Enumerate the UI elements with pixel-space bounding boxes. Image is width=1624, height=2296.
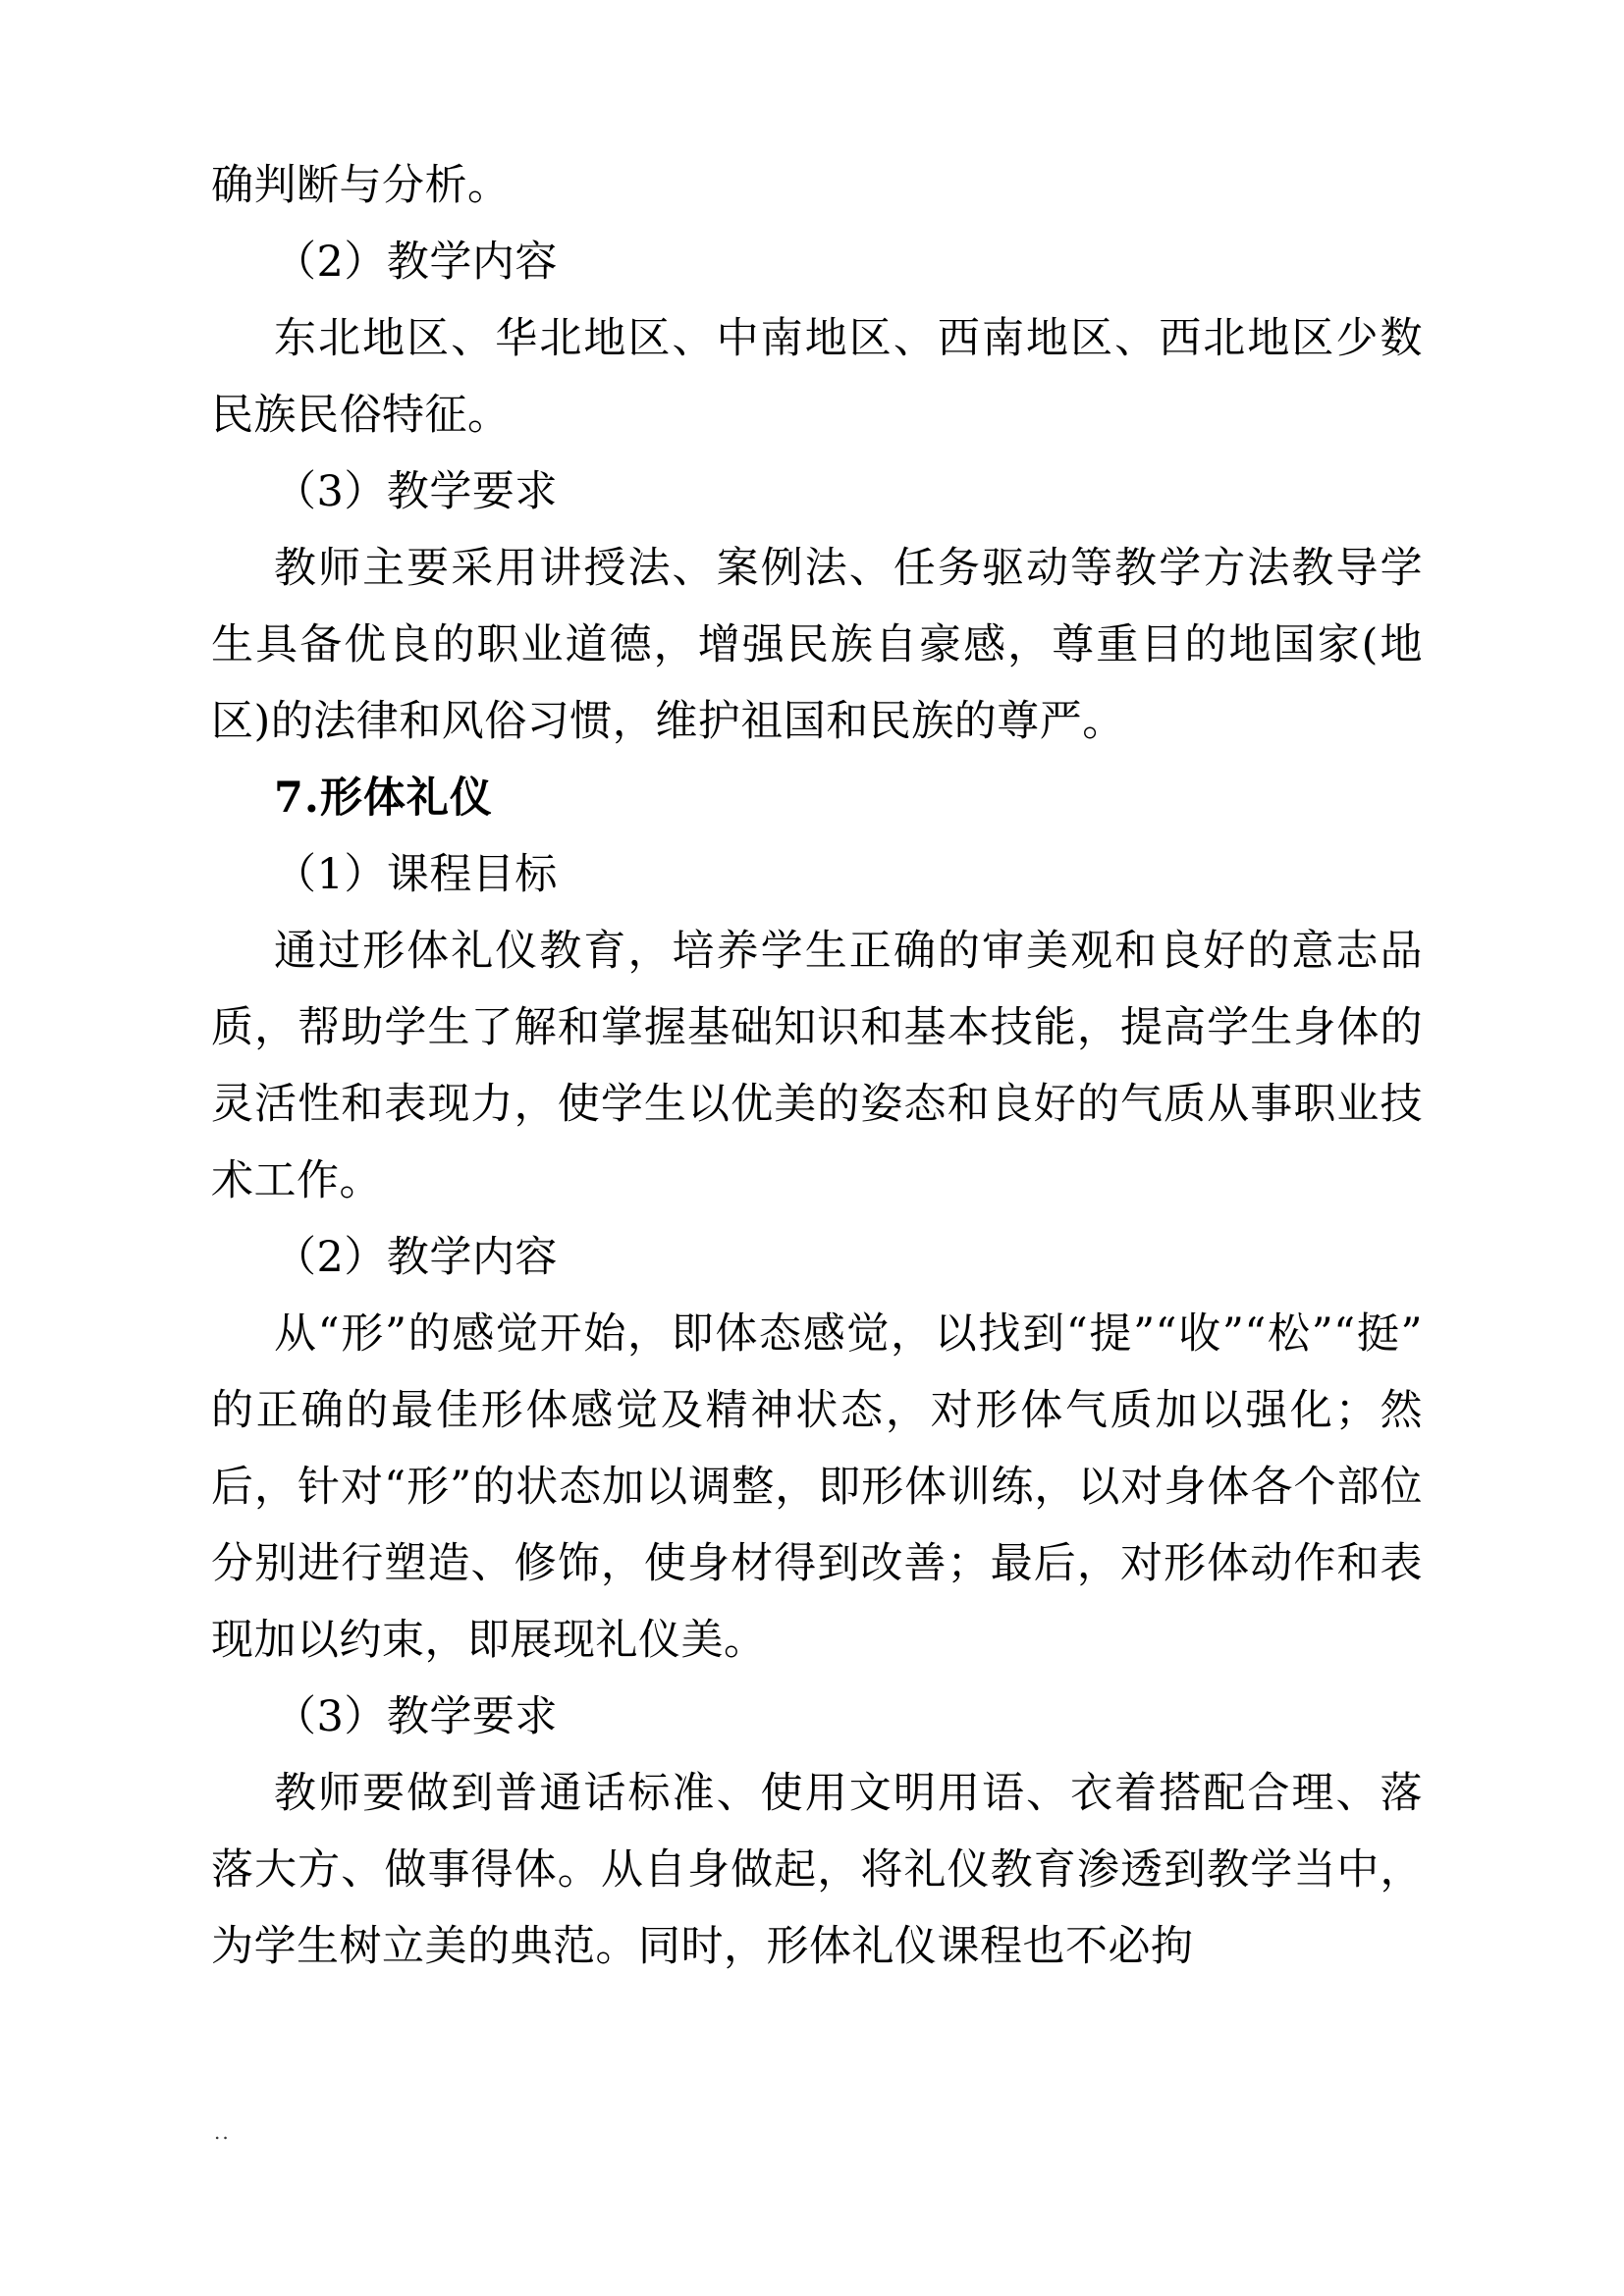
paragraph-item-2-content: 东北地区、华北地区、中南地区、西南地区、西北地区少数民族民俗特征。 (211, 314, 1423, 440)
section-heading-body-etiquette: 7.形体礼仪 (274, 774, 493, 823)
paragraph-teaching-content-body: 从“形”的感觉开始，即体态感觉，以找到“提”“收”“松”“挺”的正确的最佳形体感觉及精神状态，对形体气质加以强化；然后，针对“形”的状态加以调整，即形体训练，以对身体各个部位分别进行塑造、修饰，使身材得到改善；最后，对形体动作和表现加以约束，即展现礼仪美。 (211, 1309, 1423, 1665)
paragraph-item-2-label: （2）教学内容 (274, 238, 558, 287)
paragraph-teaching-requirement-label: （3）教学要求 (274, 1692, 558, 1741)
paragraph-continued-line: 确判断与分析。 (211, 161, 511, 210)
paragraph-teaching-content-label: （2）教学内容 (274, 1233, 558, 1282)
page-footer-mark: .. (214, 2120, 231, 2144)
paragraph-course-goal-label: （1）课程目标 (274, 850, 558, 899)
document-body (211, 147, 1423, 1985)
paragraph-teaching-requirement-body: 教师要做到普通话标准、使用文明用语、衣着搭配合理、落落大方、做事得体。从自身做起，将礼仪教育渗透到教学当中，为学生树立美的典范。同时，形体礼仪课程也不必拘 (211, 1769, 1423, 1971)
paragraph-item-3-label: （3）教学要求 (274, 467, 558, 516)
paragraph-course-goal-content: 通过形体礼仪教育，培养学生正确的审美观和良好的意志品质，帮助学生了解和掌握基础知识和基本技能，提高学生身体的灵活性和表现力，使学生以优美的姿态和良好的气质从事职业技术工作。 (211, 927, 1423, 1205)
paragraph-item-3-content: 教师主要采用讲授法、案例法、任务驱动等教学方法教导学生具备优良的职业道德，增强民族自豪感，尊重目的地国家(地区)的法律和风俗习惯，维护祖国和民族的尊严。 (211, 544, 1423, 746)
